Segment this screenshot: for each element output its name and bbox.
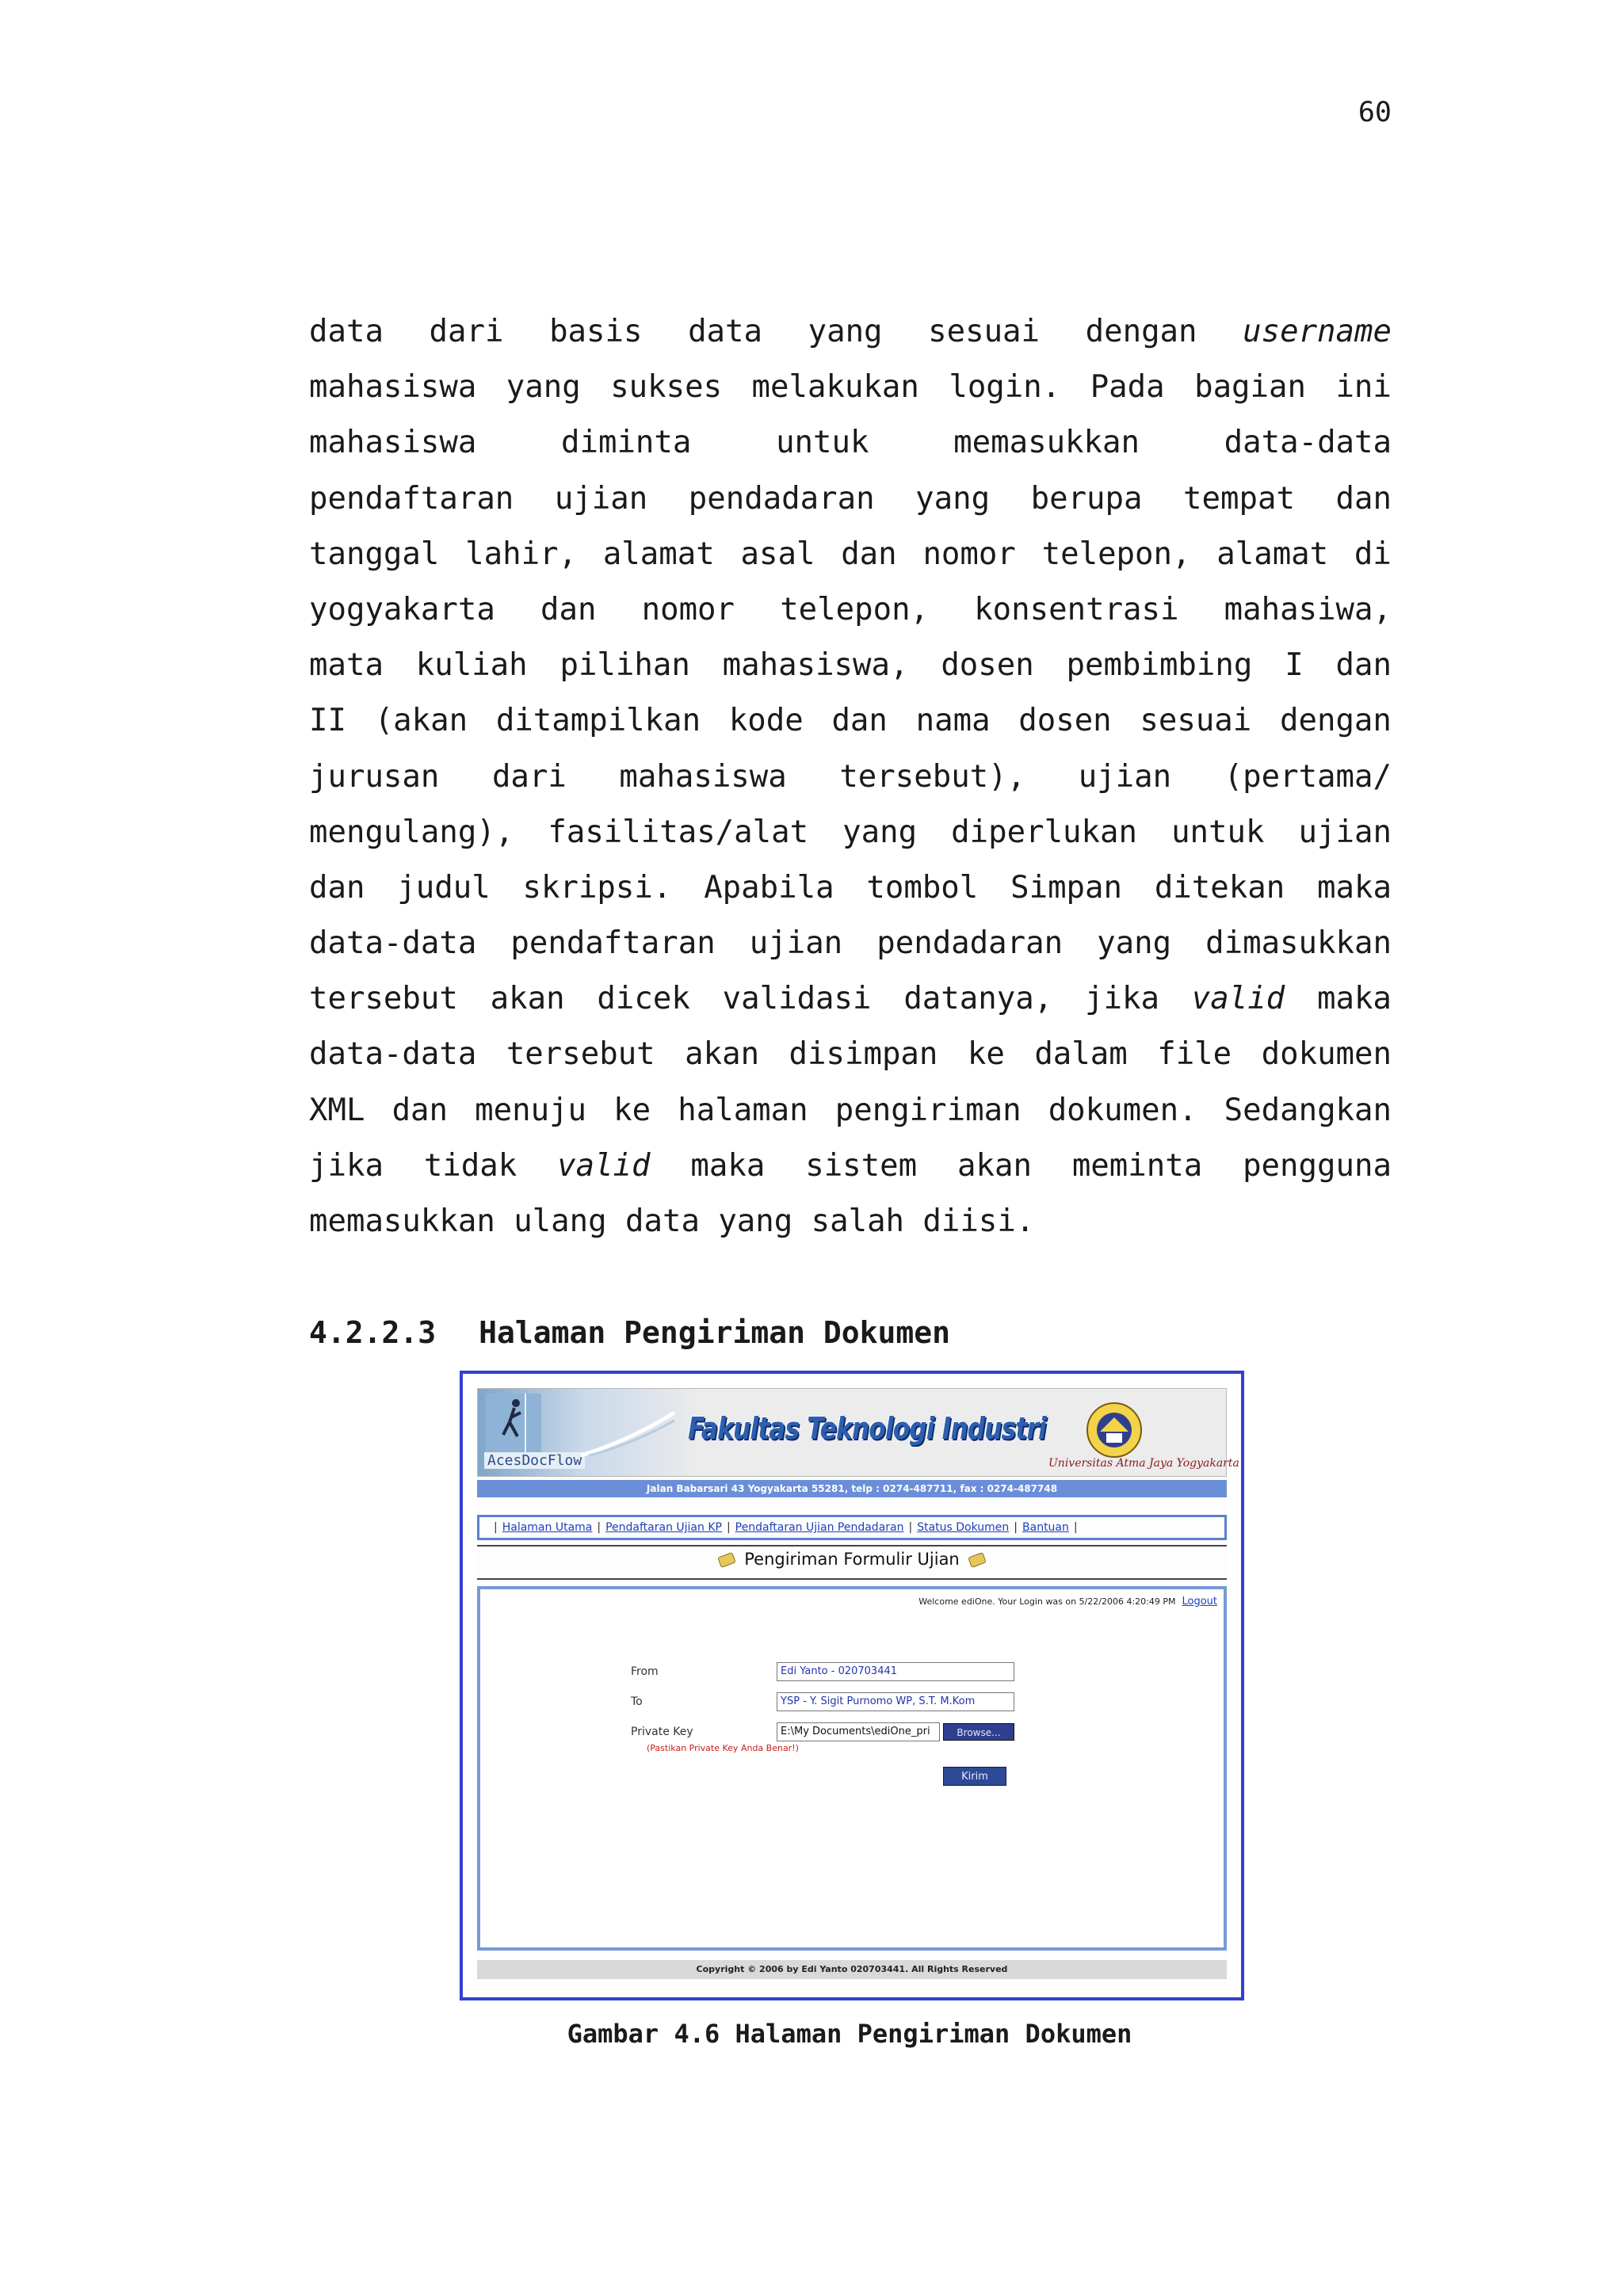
- paragraph-word: diminta: [561, 425, 692, 461]
- paragraph-word: maka: [1316, 981, 1392, 1017]
- paragraph-word: data: [309, 314, 384, 349]
- paragraph-word: data: [625, 1203, 700, 1239]
- paragraph-word: I: [1285, 647, 1304, 684]
- paragraph-word: pengiriman: [834, 1092, 1022, 1128]
- paragraph-word: tempat: [1183, 480, 1295, 517]
- paragraph-word: dokumen: [1261, 1036, 1392, 1073]
- paragraph-word: Apabila: [704, 869, 834, 906]
- paragraph-word: pendaftaran: [510, 925, 716, 962]
- paragraph-word: tersebut: [506, 1036, 655, 1073]
- footer-copyright: Copyright © 2006 by Edi Yanto 020703441. All Rights Reserved: [477, 1960, 1227, 1979]
- paragraph-word: (pertama/: [1224, 758, 1392, 795]
- paragraph-word: data-data: [309, 925, 477, 962]
- paragraph-line: [309, 971, 1392, 1027]
- paragraph-word: basis: [549, 314, 643, 349]
- paragraph-word: memasukkan: [309, 1203, 495, 1239]
- paragraph-line: [309, 638, 1392, 693]
- paragraph-word: tanggal: [309, 536, 440, 572]
- paragraph-word: ke: [613, 1092, 651, 1128]
- paragraph-line: [309, 527, 1392, 582]
- paragraph-word: mahasiswa: [619, 758, 787, 795]
- paragraph-word: dosen: [1018, 703, 1112, 739]
- private-key-label: Private Key: [631, 1726, 693, 1738]
- paragraph-word: Sedangkan: [1224, 1092, 1392, 1128]
- paragraph-word: yang: [808, 314, 883, 349]
- paragraph-word: dan: [391, 1092, 449, 1128]
- paragraph-word: konsentrasi: [974, 591, 1179, 627]
- scroll-icon: [968, 1552, 987, 1568]
- paragraph-word: file: [1157, 1036, 1232, 1073]
- scroll-icon: [717, 1552, 736, 1568]
- paragraph-word: pendadaran: [876, 925, 1064, 962]
- paragraph-word: Pada: [1090, 369, 1165, 406]
- paragraph-line: [309, 916, 1392, 971]
- paragraph-word: dalam: [1034, 1036, 1128, 1073]
- paragraph-line: [309, 1194, 1392, 1249]
- paragraph-word: pembimbing: [1066, 647, 1253, 684]
- menu-item-pendaftaran-ujian-kp[interactable]: Pendaftaran Ujian KP: [605, 1521, 722, 1534]
- to-field[interactable]: YSP - Y. Sigit Purnomo WP, S.T. M.Kom: [777, 1692, 1014, 1711]
- paragraph-line: [309, 304, 1392, 360]
- paragraph-word: pendadaran: [688, 480, 875, 517]
- welcome-text: Welcome ediOne. Your Login was on 5/22/2006 4:20:49 PM: [918, 1596, 1176, 1607]
- header-banner: [477, 1388, 1239, 1477]
- paragraph-word: username: [1243, 314, 1392, 349]
- paragraph-word: ujian: [1298, 814, 1392, 850]
- paragraph-word: kuliah: [415, 647, 528, 684]
- paragraph-word: jurusan: [309, 758, 440, 795]
- paragraph-word: ujian: [554, 480, 648, 517]
- page-number: 60: [1358, 97, 1392, 128]
- paragraph-word: dokumen.: [1048, 1092, 1197, 1128]
- paragraph-word: dicek: [597, 981, 690, 1017]
- paragraph-word: tidak: [423, 1147, 517, 1184]
- menu-item-bantuan[interactable]: Bantuan: [1022, 1521, 1069, 1534]
- paragraph-word: login.: [949, 369, 1061, 406]
- paragraph-word: skripsi.: [522, 869, 672, 906]
- paragraph-word: datanya,: [903, 981, 1053, 1017]
- paragraph-word: ini: [1335, 369, 1392, 406]
- faculty-title: Fakultas Teknologi Industri: [688, 1411, 1046, 1446]
- paragraph-line: [309, 1027, 1392, 1082]
- paragraph-word: valid: [557, 1147, 651, 1184]
- paragraph-word: akan: [957, 1147, 1032, 1184]
- paragraph-word: meminta: [1071, 1147, 1203, 1184]
- divider: [477, 1545, 1227, 1547]
- paragraph-word: memasukkan: [953, 425, 1140, 461]
- figure-screenshot: [460, 1371, 1244, 2000]
- section-number: 4.2.2.3: [309, 1315, 437, 1350]
- paragraph-word: lahir,: [465, 536, 578, 572]
- paragraph-line: [309, 749, 1392, 805]
- paragraph-word: dan: [540, 591, 597, 627]
- paragraph-word: dosen: [941, 647, 1034, 684]
- paragraph-word: jika: [1085, 981, 1159, 1017]
- menu-item-halaman-utama[interactable]: Halaman Utama: [502, 1521, 593, 1534]
- paragraph-word: alamat: [1216, 536, 1329, 572]
- address-bar: Jalan Babarsari 43 Yogyakarta 55281, telp : 0274-487711, fax : 0274-487748: [477, 1480, 1227, 1497]
- page-title: Pengiriman Formulir Ujian: [744, 1550, 960, 1569]
- figure-caption: Gambar 4.6 Halaman Pengiriman Dokumen: [567, 2019, 1132, 2049]
- divider: [477, 1578, 1227, 1580]
- browse-button[interactable]: Browse...: [943, 1723, 1014, 1741]
- paragraph-line: [309, 360, 1392, 415]
- paragraph-word: XML: [309, 1092, 365, 1128]
- paragraph-word: dan: [1335, 480, 1392, 517]
- section-title: Halaman Pengiriman Dokumen: [479, 1315, 950, 1350]
- university-crest-icon: [1084, 1400, 1144, 1460]
- body-paragraph: [309, 304, 1392, 1249]
- paragraph-word: ujian: [749, 925, 843, 962]
- private-key-field[interactable]: E:\My Documents\ediOne_pri: [777, 1722, 940, 1741]
- paragraph-word: dimasukkan: [1205, 925, 1392, 962]
- paragraph-word: sistem: [805, 1147, 918, 1184]
- paragraph-line: [309, 415, 1392, 471]
- paragraph-word: mahasiswa: [309, 369, 477, 406]
- paragraph-word: tombol: [866, 869, 979, 906]
- paragraph-word: ditampilkan: [495, 703, 701, 739]
- paragraph-word: dan: [309, 869, 365, 906]
- paragraph-word: asal: [740, 536, 815, 572]
- paragraph-word: data-data: [309, 1036, 477, 1073]
- paragraph-word: alamat: [602, 536, 715, 572]
- paragraph-word: yang: [842, 814, 918, 850]
- paragraph-word: dari: [491, 758, 567, 795]
- paragraph-word: halaman: [678, 1092, 808, 1128]
- paragraph-line: [309, 1083, 1392, 1138]
- paragraph-line: [309, 860, 1392, 916]
- paragraph-word: telepon,: [1041, 536, 1191, 572]
- paragraph-word: ditekan: [1154, 869, 1285, 906]
- paragraph-word: dan: [831, 703, 888, 739]
- paragraph-word: tersebut: [309, 981, 458, 1017]
- paragraph-line: [309, 1138, 1392, 1194]
- paragraph-word: sesuai: [1140, 703, 1252, 739]
- paragraph-line: [309, 582, 1392, 638]
- paragraph-word: untuk: [776, 425, 869, 461]
- paragraph-word: mengulang),: [309, 814, 514, 850]
- paragraph-word: dengan: [1085, 314, 1197, 349]
- paragraph-word: pilihan: [559, 647, 690, 684]
- paragraph-word: berupa: [1030, 480, 1143, 517]
- paragraph-word: sukses: [610, 369, 723, 406]
- paragraph-word: akan: [685, 1036, 760, 1073]
- menu-item-status-dokumen[interactable]: Status Dokumen: [917, 1521, 1010, 1534]
- paragraph-word: yang: [915, 480, 991, 517]
- paragraph-word: II: [309, 703, 346, 739]
- paragraph-word: ulang: [514, 1203, 607, 1239]
- paragraph-word: yang: [718, 1203, 793, 1239]
- paragraph-word: valid: [1191, 981, 1285, 1017]
- paragraph-word: fasilitas/alat: [548, 814, 809, 850]
- paragraph-word: kode: [728, 703, 804, 739]
- paragraph-word: salah: [811, 1203, 905, 1239]
- kirim-button[interactable]: Kirim: [943, 1767, 1006, 1786]
- paragraph-word: telepon,: [780, 591, 930, 627]
- paragraph-word: pengguna: [1243, 1147, 1392, 1184]
- page-title-bar: [477, 1550, 1227, 1569]
- menu-item-pendaftaran-ujian-pendadaran[interactable]: Pendaftaran Ujian Pendadaran: [735, 1521, 904, 1534]
- paragraph-word: validasi: [722, 981, 872, 1017]
- paragraph-word: mahasiwa,: [1224, 591, 1392, 627]
- paragraph-word: mahasiswa,: [722, 647, 909, 684]
- paragraph-word: ujian: [1078, 758, 1172, 795]
- paragraph-word: dari: [429, 314, 504, 349]
- paragraph-word: data: [688, 314, 762, 349]
- paragraph-word: dengan: [1280, 703, 1392, 739]
- swoosh-icon: [581, 1409, 676, 1457]
- paragraph-line: [309, 805, 1392, 860]
- paragraph-word: yogyakarta: [309, 591, 495, 627]
- paragraph-word: nomor: [922, 536, 1016, 572]
- paragraph-word: yang: [506, 369, 581, 406]
- web-page: [477, 1388, 1239, 1984]
- paragraph-word: tersebut),: [839, 758, 1026, 795]
- paragraph-word: jika: [309, 1147, 384, 1184]
- paragraph-word: disimpan: [789, 1036, 938, 1073]
- paragraph-word: nomor: [641, 591, 735, 627]
- paragraph-word: maka: [690, 1147, 766, 1184]
- nav-menu: | Halaman Utama | Pendaftaran Ujian KP | Pendaftaran Ujian Pendadaran | Status Dokumen | Bantuan |: [477, 1515, 1227, 1540]
- from-label: From: [631, 1665, 659, 1678]
- paragraph-word: data-data: [1224, 425, 1392, 461]
- paragraph-word: yang: [1097, 925, 1172, 962]
- paragraph-word: nama: [915, 703, 991, 739]
- paragraph-word: Simpan: [1010, 869, 1122, 906]
- paragraph-word: pendaftaran: [309, 480, 514, 517]
- paragraph-word: diperlukan: [951, 814, 1137, 850]
- paragraph-word: akan: [490, 981, 565, 1017]
- paragraph-word: (akan: [374, 703, 468, 739]
- paragraph-word: di: [1354, 536, 1392, 572]
- university-name: Universitas Atma Jaya Yogyakarta: [1048, 1457, 1239, 1470]
- paragraph-word: menuju: [475, 1092, 587, 1128]
- paragraph-word: dan: [841, 536, 897, 572]
- paragraph-word: ke: [967, 1036, 1005, 1073]
- logout-link[interactable]: Logout: [1182, 1596, 1217, 1608]
- paragraph-word: bagian: [1194, 369, 1306, 406]
- paragraph-word: maka: [1317, 869, 1392, 906]
- paragraph-word: melakukan: [751, 369, 919, 406]
- welcome-message: [918, 1596, 1217, 1608]
- paragraph-word: judul: [397, 869, 491, 906]
- to-label: To: [631, 1695, 643, 1708]
- form-panel: [477, 1586, 1227, 1951]
- paragraph-word: untuk: [1171, 814, 1265, 850]
- paragraph-word: diisi.: [922, 1203, 1035, 1239]
- private-key-note: (Pastikan Private Key Anda Benar!): [647, 1743, 799, 1753]
- paragraph-word: dan: [1335, 647, 1392, 684]
- climber-icon: [486, 1394, 541, 1455]
- paragraph-word: mahasiswa: [309, 425, 477, 461]
- paragraph-line: [309, 693, 1392, 749]
- paragraph-word: sesuai: [928, 314, 1041, 349]
- app-name: AcesDocFlow: [484, 1452, 585, 1469]
- paragraph-line: [309, 471, 1392, 527]
- from-field[interactable]: Edi Yanto - 020703441: [777, 1662, 1014, 1681]
- paragraph-word: mata: [309, 647, 384, 684]
- section-heading: [309, 1315, 950, 1350]
